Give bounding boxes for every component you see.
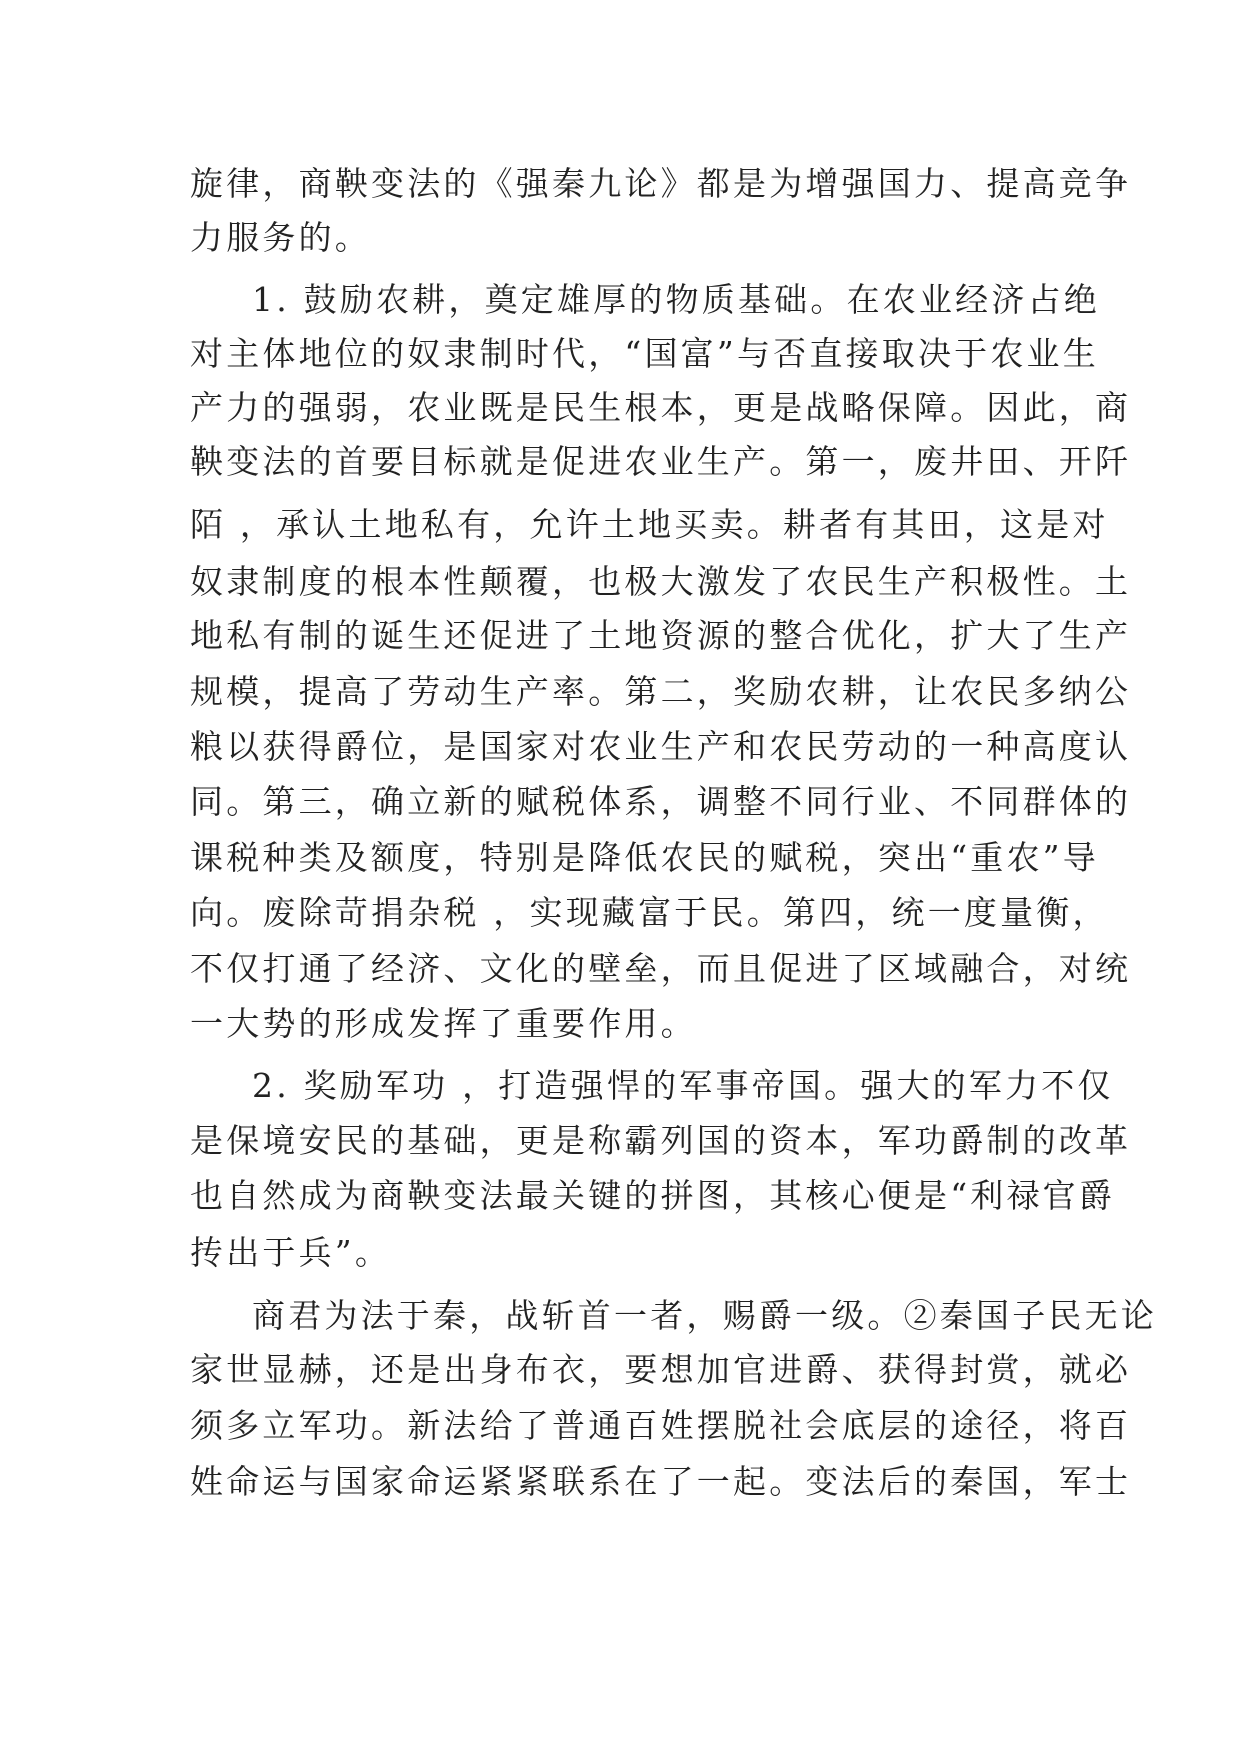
text-line: 力服务的。: [190, 218, 371, 257]
text-line: 课税种类及额度，特别是降低农民的赋税，突出“重农”导: [190, 838, 1099, 877]
text-line: 不仅打通了经济、文化的壁垒，而且促进了区域融合，对统: [190, 949, 1132, 988]
text-line: 鞅变法的首要目标就是促进农业生产。第一，废井田、开阡: [190, 442, 1132, 481]
text-line: 抟出于兵”。: [190, 1233, 392, 1272]
text-line: 是保境安民的基础，更是称霸列国的资本，军功爵制的改革: [190, 1121, 1132, 1160]
text-line: 粮以获得爵位，是国家对农业生产和农民劳动的一种高度认: [190, 727, 1132, 766]
text-line: 商君为法于秦，战斩首一者，赐爵一级。②秦国子民无论: [252, 1296, 1157, 1335]
text-line: 旋律，商鞅变法的《强秦九论》都是为增强国力、提高竞争: [190, 164, 1132, 203]
text-line: 须多立军功。新法给了普通百姓摆脱社会底层的途径，将百: [190, 1406, 1132, 1445]
text-line: 地私有制的诞生还促进了土地资源的整合优化，扩大了生产: [190, 616, 1132, 655]
text-line: 也自然成为商鞅变法最关键的拼图，其核心便是“利禄官爵: [190, 1176, 1116, 1215]
text-line: 产力的强弱，农业既是民生根本，更是战略保障。因此，商: [190, 388, 1132, 427]
text-line: 同。第三，确立新的赋税体系，调整不同行业、不同群体的: [190, 782, 1132, 821]
text-line: 奴隶制度的根本性颠覆，也极大激发了农民生产积极性。土: [190, 562, 1132, 601]
text-line: 向。废除苛捐杂税 ，实现藏富于民。第四，统一度量衡，: [190, 893, 1109, 932]
text-line: 对主体地位的奴隶制时代，“国富”与否直接取决于农业生: [190, 334, 1099, 373]
paragraph-heading-2: 2. 奖励军功 ，打造强悍的军事帝国。强大的军力不仅: [252, 1066, 1114, 1105]
text-line: 规模，提高了劳动生产率。第二，奖励农耕，让农民多纳公: [190, 672, 1132, 711]
text-line: 姓命运与国家命运紧紧联系在了一起。变法后的秦国，军士: [190, 1462, 1132, 1501]
text-line: 陌 ，承认土地私有，允许土地买卖。耕者有其田，这是对: [190, 505, 1109, 544]
paragraph-heading-1: 1. 鼓励农耕，奠定雄厚的物质基础。在农业经济占绝: [252, 280, 1100, 319]
text-line: 家世显赫，还是出身布衣，要想加官进爵、获得封赏，就必: [190, 1350, 1132, 1389]
text-line: 一大势的形成发挥了重要作用。: [190, 1004, 697, 1043]
